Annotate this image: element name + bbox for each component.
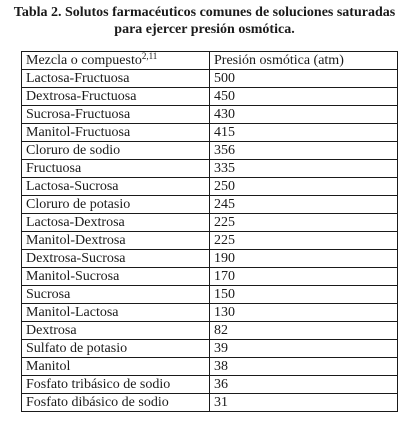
table-row <box>22 250 398 268</box>
compound-cell: Manitol-Fructuosa <box>22 124 210 142</box>
compound-cell: Lactosa-Sucrosa <box>22 178 210 196</box>
compound-cell: Manitol-Sucrosa <box>22 268 210 286</box>
table-row <box>22 376 398 394</box>
compound-cell: Manitol <box>22 358 210 376</box>
header-compound-label: Mezcla o compuesto <box>26 53 142 68</box>
compound-cell: Manitol-Dextrosa <box>22 232 210 250</box>
table-row <box>22 70 398 88</box>
compound-cell: Sucrosa <box>22 286 210 304</box>
pressure-cell: 500 <box>210 70 398 88</box>
pressure-cell: 225 <box>210 214 398 232</box>
pressure-cell: 415 <box>210 124 398 142</box>
pressure-cell: 250 <box>210 178 398 196</box>
table-row <box>22 88 398 106</box>
table-row <box>22 160 398 178</box>
table-row <box>22 106 398 124</box>
pressure-cell: 190 <box>210 250 398 268</box>
compound-cell: Cloruro de sodio <box>22 142 210 160</box>
compound-cell: Sucrosa-Fructuosa <box>22 106 210 124</box>
pressure-cell: 31 <box>210 394 398 412</box>
pressure-cell: 335 <box>210 160 398 178</box>
table-row <box>22 178 398 196</box>
table-row <box>22 196 398 214</box>
table-header-row <box>22 52 398 70</box>
compound-cell: Cloruro de potasio <box>22 196 210 214</box>
compound-cell: Dextrosa-Sucrosa <box>22 250 210 268</box>
table-row <box>22 286 398 304</box>
pressure-cell: 130 <box>210 304 398 322</box>
table-row <box>22 124 398 142</box>
pressure-cell: 39 <box>210 340 398 358</box>
caption-line-1: Tabla 2. Solutos farmacéuticos comunes de soluciones saturadas <box>13 5 396 20</box>
compound-cell: Fosfato dibásico de sodio <box>22 394 210 412</box>
header-compound-reference: 2,11 <box>141 51 158 61</box>
compound-cell: Manitol-Lactosa <box>22 304 210 322</box>
caption-line-2: para ejercer presión osmótica. <box>114 22 295 37</box>
table-row <box>22 232 398 250</box>
pressure-cell: 430 <box>210 106 398 124</box>
pressure-cell: 225 <box>210 232 398 250</box>
table-row <box>22 322 398 340</box>
header-compound <box>22 52 210 70</box>
compound-cell: Fosfato tribásico de sodio <box>22 376 210 394</box>
table-body <box>22 70 398 412</box>
table-caption <box>0 4 409 38</box>
table-row <box>22 340 398 358</box>
table-row <box>22 142 398 160</box>
compound-cell: Fructuosa <box>22 160 210 178</box>
pressure-cell: 245 <box>210 196 398 214</box>
pressure-cell: 150 <box>210 286 398 304</box>
pressure-cell: 36 <box>210 376 398 394</box>
table-row <box>22 394 398 412</box>
compound-cell: Sulfato de potasio <box>22 340 210 358</box>
osmotic-pressure-table <box>21 51 398 412</box>
table-row <box>22 214 398 232</box>
pressure-cell: 170 <box>210 268 398 286</box>
pressure-cell: 356 <box>210 142 398 160</box>
table-row <box>22 268 398 286</box>
compound-cell: Lactosa-Dextrosa <box>22 214 210 232</box>
pressure-cell: 450 <box>210 88 398 106</box>
table-row <box>22 358 398 376</box>
table-row <box>22 304 398 322</box>
compound-cell: Lactosa-Fructuosa <box>22 70 210 88</box>
header-pressure: Presión osmótica (atm) <box>210 52 398 70</box>
compound-cell: Dextrosa-Fructuosa <box>22 88 210 106</box>
pressure-cell: 82 <box>210 322 398 340</box>
pressure-cell: 38 <box>210 358 398 376</box>
compound-cell: Dextrosa <box>22 322 210 340</box>
